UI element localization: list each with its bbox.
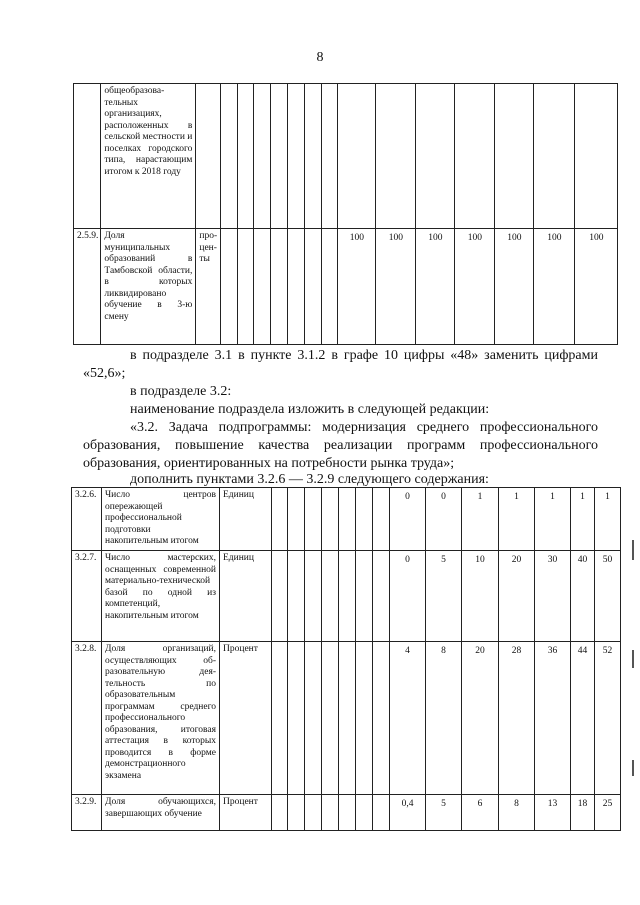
value-cell: 18 xyxy=(571,795,595,831)
value-cell: 13 xyxy=(535,795,571,831)
page-number: 8 xyxy=(316,50,324,65)
value-cell: 25 xyxy=(595,795,621,831)
paragraph-title-edit: наименование подраздела изложить в следующей редакции: xyxy=(130,402,490,417)
value-cell: 8 xyxy=(426,642,462,795)
table-continuation xyxy=(73,83,618,345)
value-cell: 6 xyxy=(462,795,499,831)
value-cell: 4 xyxy=(390,642,426,795)
paragraph-add-items: дополнить пунктами 3.2.6 — 3.2.9 следующего содержания: xyxy=(130,472,489,487)
scan-edge-mark xyxy=(632,650,634,668)
row-description: Доля организаций, осуществляющих об-разовательную дея-тельность по образовательным программам среднего профессионального образования, итоговая аттестация в которых проводится в форме демонстрационного экзамена xyxy=(102,642,220,795)
paragraph-new-title: «3.2. Задача подпрограммы: модернизация среднего профессионального образования, повышение качества реализации программ профессионального образования, ориентированных на потребности рынка труда»; xyxy=(83,420,598,471)
value-cell: 40 xyxy=(571,551,595,642)
value-cell: 44 xyxy=(571,642,595,795)
table-row xyxy=(72,551,621,642)
value-cell: 5 xyxy=(426,795,462,831)
value-cell: 1 xyxy=(462,488,499,551)
value-cell: 100 xyxy=(534,229,575,345)
value-cell: 1 xyxy=(535,488,571,551)
table-row xyxy=(74,84,618,229)
value-cell: 20 xyxy=(499,551,535,642)
value-cell: 30 xyxy=(535,551,571,642)
value-cell: 5 xyxy=(426,551,462,642)
table-row xyxy=(72,642,621,795)
row-number xyxy=(74,84,101,229)
value-cell: 50 xyxy=(595,551,621,642)
row-unit: Процент xyxy=(220,642,272,795)
value-cell: 0,4 xyxy=(390,795,426,831)
value-cell: 0 xyxy=(390,551,426,642)
value-cell: 1 xyxy=(595,488,621,551)
row-description: Число центров опережающей профессиональной подготовки накопительным итогом xyxy=(102,488,220,551)
row-unit: Процент xyxy=(220,795,272,831)
value-cell: 8 xyxy=(499,795,535,831)
value-cell: 100 xyxy=(455,229,495,345)
row-number: 3.2.9. xyxy=(72,795,102,831)
value-cell: 100 xyxy=(416,229,455,345)
row-number: 3.2.8. xyxy=(72,642,102,795)
value-cell: 100 xyxy=(338,229,376,345)
value-cell: 28 xyxy=(499,642,535,795)
value-cell: 1 xyxy=(571,488,595,551)
row-description: Доля обучающихся, завершающих обучение xyxy=(102,795,220,831)
row-description: общеобразова-тельных организациях, расположенных в сельской местности и поселках городского типа, нарастающим итогом к 2018 году xyxy=(101,84,196,229)
value-cell: 100 xyxy=(495,229,534,345)
value-cell: 1 xyxy=(499,488,535,551)
value-cell: 20 xyxy=(462,642,499,795)
row-description: Число мастерских, оснащенных современной материально-технической базой по одной из компетенций, накопительным итогом xyxy=(102,551,220,642)
paragraph-subsection-3-2: в подразделе 3.2: xyxy=(130,384,232,399)
row-description: Доля муниципальных образований в Тамбовской области, в которых ликвидировано обучение в 3-ю смену xyxy=(101,229,196,345)
table-row xyxy=(72,488,621,551)
row-unit: Единиц xyxy=(220,551,272,642)
value-cell: 10 xyxy=(462,551,499,642)
value-cell: 100 xyxy=(575,229,618,345)
row-number: 2.5.9. xyxy=(74,229,101,345)
value-cell: 0 xyxy=(390,488,426,551)
value-cell: 36 xyxy=(535,642,571,795)
row-number: 3.2.6. xyxy=(72,488,102,551)
value-cell: 0 xyxy=(426,488,462,551)
table-row xyxy=(74,229,618,345)
row-unit: Единиц xyxy=(220,488,272,551)
scan-edge-mark xyxy=(632,760,634,776)
table-new-items xyxy=(71,487,621,831)
table-row xyxy=(72,795,621,831)
value-cell: 52 xyxy=(595,642,621,795)
row-unit: про-цен-ты xyxy=(196,229,221,345)
scan-edge-mark xyxy=(632,540,634,560)
row-unit xyxy=(196,84,221,229)
value-cell: 100 xyxy=(376,229,416,345)
paragraph-amend-3-1: в подразделе 3.1 в пункте 3.1.2 в графе 10 цифры «48» заменить цифрами «52,6»; xyxy=(83,348,598,381)
row-number: 3.2.7. xyxy=(72,551,102,642)
